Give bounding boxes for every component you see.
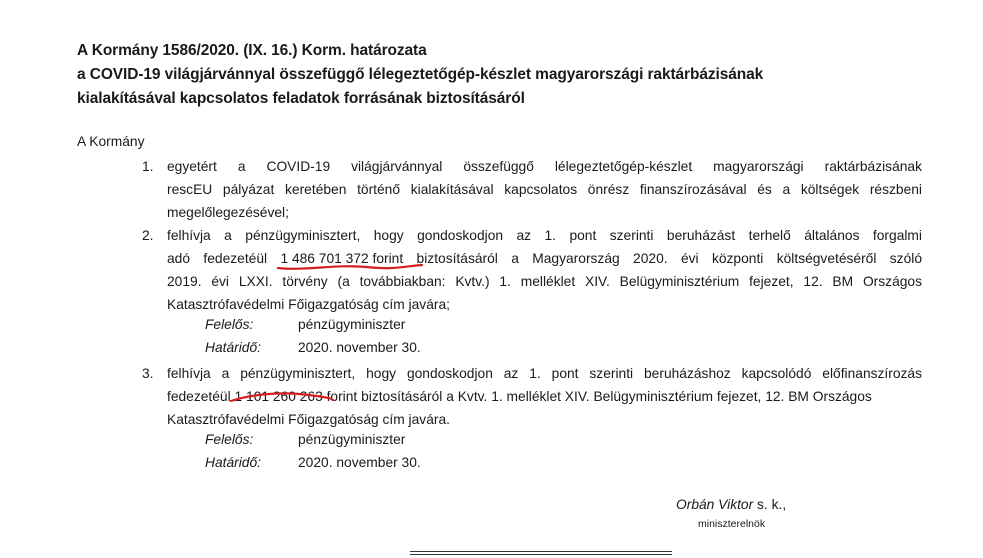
deadline-value: 2020. november 30. (298, 455, 421, 470)
item-text-line: Katasztrófavédelmi Főigazgatóság cím javára. (167, 412, 450, 427)
decree-title-line-3: kialakításával kapcsolatos feladatok forrásának biztosításáról (77, 90, 525, 107)
signatory-suffix: s. k., (753, 497, 787, 512)
responsible-value: pénzügyminiszter (298, 317, 406, 332)
deadline-label: Határidő: (205, 455, 261, 470)
decree-title-line-1: A Kormány 1586/2020. (IX. 16.) Korm. határozata (77, 42, 427, 59)
decree-title-line-2: a COVID-19 világjárvánnyal összefüggő lélegeztetőgép-készlet magyarországi raktárbázisának (77, 66, 764, 83)
amount-value: 1 486 701 372 forint (280, 251, 404, 266)
responsible-value: pénzügyminiszter (298, 432, 406, 447)
item-text-line: egyetért a COVID-19 világjárvánnyal összefüggő lélegeztetőgép-készlet magyarországi raktárbázisának (167, 159, 922, 174)
item-number: 2. (142, 228, 154, 243)
item-text-line: 2019. évi LXXI. törvény (a továbbiakban: Kvtv.) 1. melléklet XIV. Belügyminisztérium fejezet, 12. BM Országos (167, 274, 922, 289)
amount-highlight (235, 385, 323, 408)
item-text-line: felhívja a pénzügyminisztert, hogy gondoskodjon az 1. pont szerinti beruházáshoz kapcsolódó előfinanszírozás (167, 366, 922, 381)
list-item-2 (142, 224, 922, 316)
red-underline-mark (276, 260, 426, 274)
signatory-role: miniszterelnök (698, 518, 766, 530)
item-number: 1. (142, 159, 154, 174)
amount-value: 1 101 260 263 (234, 389, 323, 404)
item-number: 3. (142, 366, 154, 381)
red-underline-mark (229, 391, 339, 405)
item-text: forint biztosításáról a Kvtv. 1. melléklet XIV. Belügyminisztérium fejezet, 12. BM Országos (322, 389, 872, 404)
item-text-line (167, 385, 922, 408)
signatory-name: Orbán Viktor (676, 497, 754, 512)
signatory (676, 497, 786, 512)
list-item-3 (142, 362, 922, 431)
deadline-label: Határidő: (205, 340, 261, 355)
item-text: adó fedezetéül (167, 251, 281, 266)
bottom-divider (410, 551, 672, 552)
amount-highlight (280, 247, 403, 270)
responsible-label: Felelős: (205, 432, 254, 447)
item-text-line: Katasztrófavédelmi Főigazgatóság cím javára; (167, 297, 450, 312)
item-text: biztosításáról a Magyarország 2020. évi központi költségvetéséről szóló (403, 251, 922, 266)
item-text-line: megelőlegezésével; (167, 205, 289, 220)
intro-text: A Kormány (77, 134, 145, 149)
item-text-line: felhívja a pénzügyminisztert, hogy gondoskodjon az 1. pont szerinti beruházást terhelő általános forgalmi (167, 228, 922, 243)
list-item-1 (142, 155, 922, 224)
deadline-value: 2020. november 30. (298, 340, 421, 355)
item-text: fedezetéül (167, 389, 235, 404)
item-text-line (167, 247, 922, 270)
item-text-line: rescEU pályázat keretében történő kialakításával kapcsolatos önrész finanszírozásával és a költségek részbeni (167, 182, 922, 197)
responsible-label: Felelős: (205, 317, 254, 332)
bottom-divider (410, 554, 672, 555)
